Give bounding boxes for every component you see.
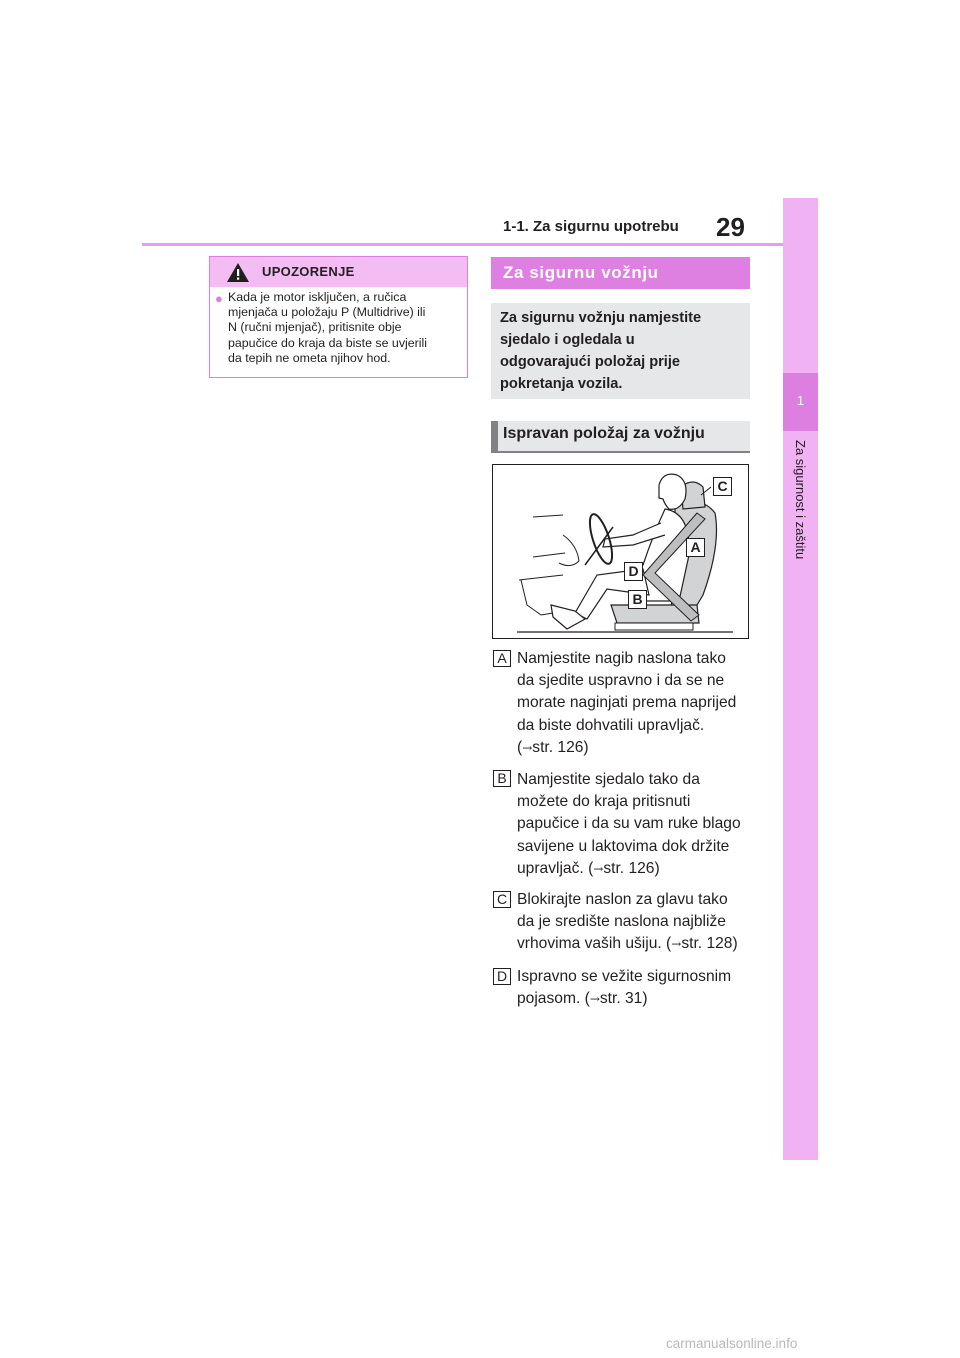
warning-text xyxy=(228,290,463,366)
item-line: Ispravno se vežite sigurnosnim xyxy=(517,968,732,985)
item-line xyxy=(517,933,752,955)
arrow-icon: → xyxy=(522,740,533,755)
arrow-icon: → xyxy=(589,992,600,1007)
ref-prefix: pojasom. ( xyxy=(517,990,590,1008)
driver-seat-drawing xyxy=(493,465,748,638)
callout-c: C xyxy=(713,477,732,496)
item-line: da biste dohvatili upravljač. xyxy=(517,716,705,734)
ref-open: ( xyxy=(517,738,523,756)
item-line: Namjestite sjedalo tako da xyxy=(517,771,700,788)
page-reference[interactable]: str. 31) xyxy=(599,990,648,1008)
section-heading: Za sigurnu vožnju xyxy=(503,263,659,282)
callout-d: D xyxy=(624,562,643,581)
page-reference[interactable]: str. 126) xyxy=(532,738,589,756)
warning-line: Kada je motor isključen, a ručica xyxy=(228,290,407,304)
item-line xyxy=(517,988,752,1010)
item-line: morate naginjati prema naprijed xyxy=(517,694,737,712)
driving-posture-illustration xyxy=(492,464,749,639)
item-line: Blokirajte naslon za glavu tako xyxy=(517,891,728,908)
item-line xyxy=(517,858,752,880)
header-divider xyxy=(142,243,783,246)
item-letter-b: B xyxy=(493,770,511,787)
bullet-icon: ● xyxy=(215,291,223,306)
item-line: da je središte naslona najbliže xyxy=(517,913,726,931)
page-reference[interactable]: str. 126) xyxy=(603,859,660,877)
chapter-number: 1 xyxy=(796,393,805,408)
item-letter-a: A xyxy=(493,650,511,667)
callout-b: B xyxy=(628,590,647,609)
intro-text xyxy=(500,307,745,395)
warning-title: UPOZORENJE xyxy=(262,264,355,279)
intro-line: pokretanja vozila. xyxy=(500,376,623,392)
item-letter-d: D xyxy=(493,968,511,985)
item-line: Namjestite nagib naslona tako xyxy=(517,650,726,667)
watermark-text: carmanualsonline.info xyxy=(666,1336,798,1351)
item-c-text xyxy=(517,889,752,956)
item-line: možete do kraja pritisnuti xyxy=(517,793,691,811)
item-a-text xyxy=(517,648,752,759)
warning-triangle-icon xyxy=(226,262,250,283)
item-line: da sjedite uspravno i da se ne xyxy=(517,672,725,690)
intro-line: sjedalo i ogledala u xyxy=(500,332,635,348)
chapter-label: Za sigurnost i zaštitu xyxy=(793,440,808,560)
item-line: savijene u laktovima dok držite xyxy=(517,837,730,855)
item-line: papučice i da su vam ruke blago xyxy=(517,815,741,833)
ref-prefix: upravljač. ( xyxy=(517,859,594,877)
chapter-side-tab[interactable] xyxy=(783,198,818,1160)
warning-line: da tepih ne ometa njihov hod. xyxy=(228,350,391,365)
item-line xyxy=(517,737,752,759)
arrow-icon: → xyxy=(593,861,604,876)
ref-prefix: vrhovima vaših ušiju. ( xyxy=(517,935,672,953)
section-title: 1-1. Za sigurnu upotrebu xyxy=(503,218,679,235)
warning-line: papučice do kraja da biste se uvjerili xyxy=(228,335,428,350)
item-d-text xyxy=(517,966,752,1010)
intro-line: odgovarajući položaj prije xyxy=(500,354,681,370)
callout-a: A xyxy=(686,538,705,557)
page-number: 29 xyxy=(716,212,745,242)
page-reference[interactable]: str. 128) xyxy=(681,935,738,953)
warning-line: mjenjača u položaju P (Multidrive) ili xyxy=(228,305,426,320)
item-b-text xyxy=(517,769,752,880)
item-letter-c: C xyxy=(493,891,511,908)
intro-line: Za sigurnu vožnju namjestite xyxy=(500,310,702,326)
subsection-heading-rule xyxy=(491,451,750,453)
arrow-icon: → xyxy=(671,937,682,952)
subsection-heading: Ispravan položaj za vožnju xyxy=(503,425,705,442)
warning-line: N (ručni mjenjač), pritisnite obje xyxy=(228,320,402,335)
